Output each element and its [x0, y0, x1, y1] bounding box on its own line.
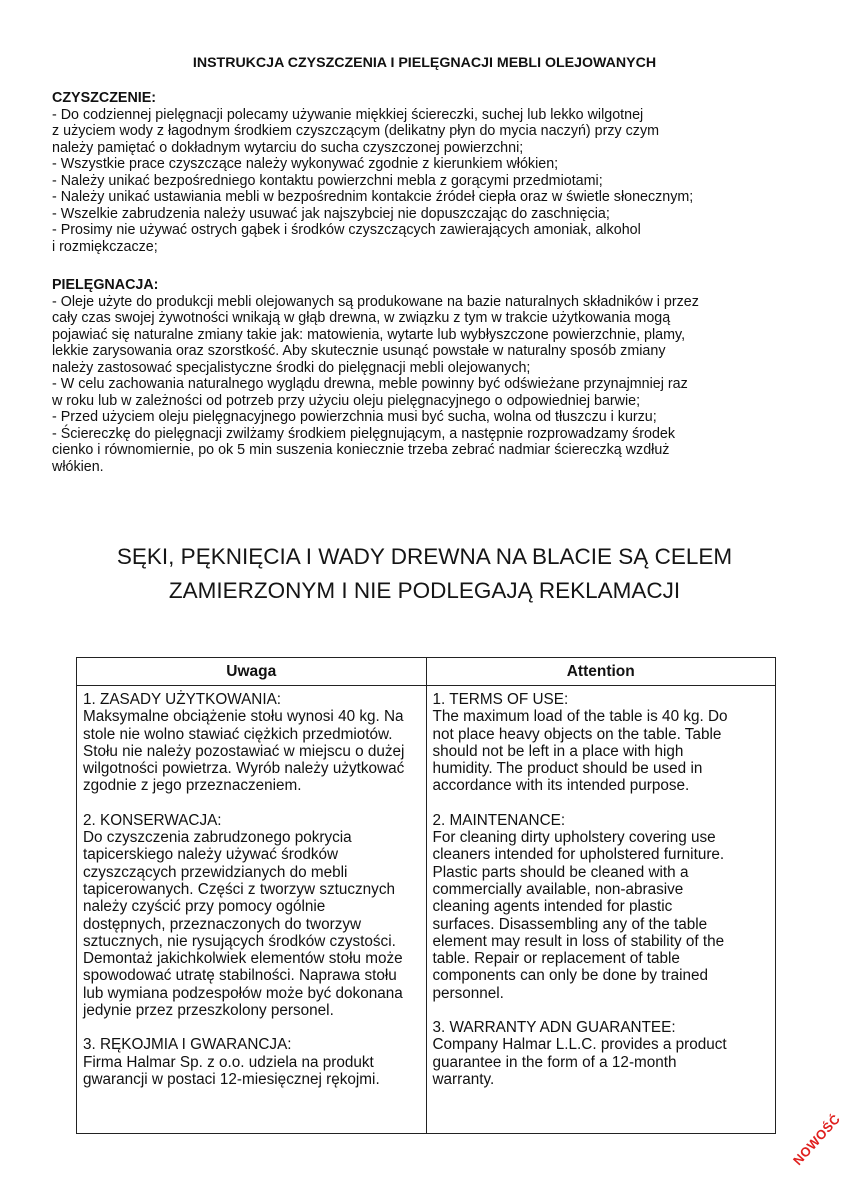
text-line: cienko i równomiernie, po ok 5 min suszenia koniecznie trzeba zebrać nadmiar ściereczką wzdłuż — [52, 442, 670, 458]
care-section — [52, 277, 812, 475]
text-line: - Należy unikać bezpośredniego kontaktu powierzchni mebla z gorącymi przedmiotami; — [52, 172, 603, 189]
text-line: z użyciem wody z łagodnym środkiem czyszczącym (delikatny płyn do mycia naczyń) przy czym — [52, 123, 660, 139]
text-line: tapicerskiego należy używać środków — [83, 846, 339, 864]
warranty-pl — [83, 1036, 420, 1088]
english-column — [426, 686, 776, 1134]
text-line: spowodować utratę stabilności. Naprawa stołu — [83, 967, 397, 985]
text-line: For cleaning dirty upholstery covering use — [432, 829, 716, 847]
terms-of-use-pl — [83, 691, 420, 795]
text-line: commercially available, non-abrasive — [432, 880, 684, 898]
block-heading: 3. RĘKOJMIA I GWARANCJA: — [83, 1036, 292, 1054]
notice-line: SĘKI, PĘKNIĘCIA I WADY DREWNA NA BLACIE SĄ CELEM — [116, 544, 733, 569]
text-line: accordance with its intended purpose. — [432, 777, 690, 795]
text-line: wilgotności powietrza. Wyrób należy użytkować — [83, 760, 405, 778]
text-line: Company Halmar L.L.C. provides a product — [432, 1036, 727, 1054]
text-line: guarantee in the form of a 12-month — [432, 1053, 677, 1071]
polish-column — [77, 686, 427, 1134]
warranty-en — [433, 1019, 770, 1088]
cleaning-text — [52, 107, 812, 256]
text-line: należy zastosować specjalistyczne środki do pielęgnacji mebli olejowanych; — [52, 359, 531, 376]
text-line: - Wszelkie zabrudzenia należy usuwać jak najszybciej nie dopuszczając do zaschnięcia; — [52, 205, 610, 222]
text-line: Do czyszczenia zabrudzonego pokrycia — [83, 829, 352, 847]
table-row — [77, 686, 776, 1134]
header-attention: Attention — [426, 658, 776, 686]
text-line: humidity. The product should be used in — [432, 760, 703, 778]
text-line: - Ściereczkę do pielęgnacji zwilżamy środkiem pielęgnującym, a następnie rozprowadzamy środek — [52, 425, 675, 442]
text-line: table. Repair or replacement of table — [432, 950, 680, 968]
text-line: Plastic parts should be cleaned with a — [432, 863, 689, 881]
wood-defects-notice — [0, 540, 849, 608]
text-line: - Przed użyciem oleju pielęgnacyjnego powierzchnia musi być sucha, wolna od tłuszczu i kurzu; — [52, 409, 657, 425]
text-line: zgodnie z jego przeznaczeniem. — [83, 777, 302, 795]
text-line: - Prosimy nie używać ostrych gąbek i środków czyszczących zawierających amoniak, alkohol — [52, 222, 641, 238]
text-line: cleaners intended for upholstered furniture. — [432, 846, 725, 864]
text-line: not place heavy objects on the table. Table — [432, 725, 722, 743]
text-line: - W celu zachowania naturalnego wyglądu drewna, meble powinny być odświeżane przynajmniej raz — [52, 376, 688, 392]
text-line: element may result in loss of stability of the — [432, 932, 725, 950]
text-line: surfaces. Disassembling any of the table — [432, 915, 708, 933]
text-line: tapicerowanych. Części z tworzyw sztucznych — [83, 880, 395, 898]
text-line: Demontaż jakichkolwiek elementów stołu może — [83, 950, 403, 968]
text-line: Firma Halmar Sp. z o.o. udziela na produkt — [83, 1053, 374, 1071]
text-line: lekkie zarysowania oraz szorstkość. Aby skutecznie usunąć powstałe w naturalny sposób zmiany — [52, 343, 666, 359]
text-line: gwarancji w postaci 12-miesięcznej rękojmi. — [83, 1070, 380, 1088]
cleaning-section — [52, 90, 812, 255]
text-line: czyszczących przewidzianych do mebli — [83, 863, 348, 881]
text-line: stole nie wolno stawiać ciężkich przedmiotów. — [83, 725, 393, 743]
document-title: INSTRUKCJA CZYSZCZENIA I PIELĘGNACJI MEBLI OLEJOWANYCH — [192, 55, 657, 71]
text-line: personnel. — [432, 984, 504, 1002]
terms-table — [76, 657, 776, 1134]
text-line: Stołu nie należy pozostawiać w miejscu o dużej — [83, 742, 405, 760]
text-line: Maksymalne obciążenie stołu wynosi 40 kg. Na — [83, 708, 404, 726]
text-line: - Oleje użyte do produkcji mebli olejowanych są produkowane na bazie naturalnych składników i przez — [52, 293, 699, 310]
text-line: lub wymiana podzespołów może być dokonana — [83, 984, 403, 1002]
header-uwaga: Uwaga — [77, 658, 427, 686]
text-line: cały czas swojej żywotności wnikają w głąb drewna, w związku z tym w trakcie użytkowania mogą — [52, 310, 671, 326]
care-heading: PIELĘGNACJA: — [52, 277, 159, 293]
text-line: cleaning agents intended for plastic — [432, 898, 673, 916]
text-line: components can only be done by trained — [432, 967, 709, 985]
text-line: i rozmiękczacze; — [52, 238, 158, 255]
cleaning-heading: CZYSZCZENIE: — [52, 90, 157, 106]
block-heading: 3. WARRANTY ADN GUARANTEE: — [432, 1019, 676, 1037]
text-line: - Do codziennej pielęgnacji polecamy używanie miękkiej ściereczki, suchej lub lekko wilgotnej — [52, 106, 644, 123]
text-line: w roku lub w zależności od potrzeb przy użyciu oleju pielęgnacyjnego o odpowiedniej barwie; — [52, 392, 641, 409]
table-header-row — [77, 658, 776, 686]
text-line: jedynie przez przeszkolony personel. — [83, 1002, 334, 1020]
block-heading: 2. KONSERWACJA: — [83, 811, 222, 829]
block-heading: 1. TERMS OF USE: — [432, 691, 569, 708]
text-line: warranty. — [432, 1070, 495, 1088]
text-line: należy czyścić przy pomocy ogólnie — [83, 898, 326, 916]
notice-line: ZAMIERZONYM I NIE PODLEGAJĄ REKLAMACJI — [168, 578, 681, 603]
maintenance-en — [433, 812, 770, 1002]
text-line: włókien. — [52, 458, 104, 475]
text-line: dostępnych, przeznaczonych do tworzyw — [83, 915, 362, 933]
terms-of-use-en — [433, 691, 770, 795]
text-line: The maximum load of the table is 40 kg. Do — [432, 708, 728, 726]
text-line: - Wszystkie prace czyszczące należy wykonywać zgodnie z kierunkiem włókien; — [52, 156, 559, 172]
text-line: należy pamiętać o dokładnym wytarciu do sucha czyszczonej powierzchni; — [52, 139, 524, 156]
text-line: sztucznych, nie rysujących środków czystości. — [83, 932, 396, 950]
care-text — [52, 294, 812, 476]
maintenance-pl — [83, 812, 420, 1020]
text-line: - Należy unikać ustawiania mebli w bezpośrednim kontakcie źródeł ciepła oraz w świetle słonecznym; — [52, 189, 694, 205]
block-heading: 1. ZASADY UŻYTKOWANIA: — [83, 691, 282, 708]
text-line: should not be left in a place with high — [432, 742, 684, 760]
new-product-stamp: NOWOŚĆ — [790, 1111, 844, 1169]
block-heading: 2. MAINTENANCE: — [432, 811, 566, 829]
text-line: pojawiać się naturalne zmiany takie jak: matowienia, wytarte lub wybłyszczone powierzchnie, plamy, — [52, 326, 686, 343]
